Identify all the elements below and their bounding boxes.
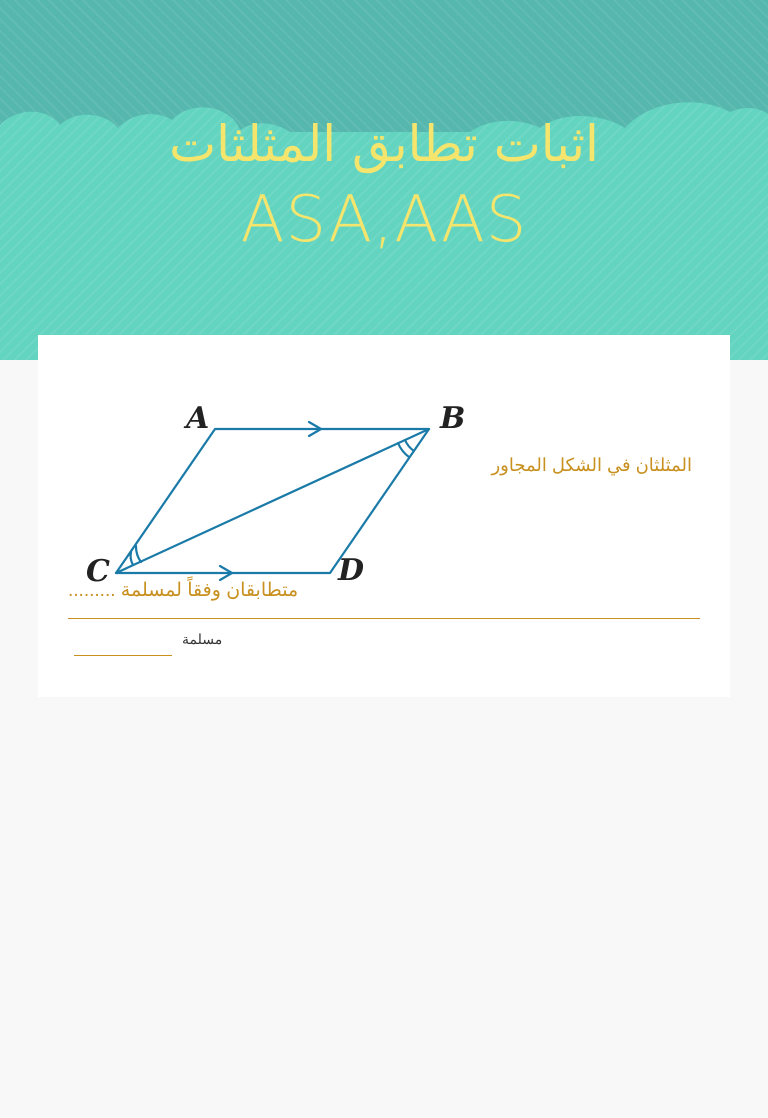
angle-mark-b1	[405, 440, 414, 451]
parallelogram-figure	[78, 365, 478, 589]
point-label-b: B	[440, 401, 466, 436]
point-label-c: C	[86, 554, 110, 589]
angle-mark-c2	[136, 546, 141, 562]
question-line-1: المثلثان في الشكل المجاور	[491, 455, 692, 475]
point-label-a: A	[186, 401, 210, 436]
point-label-d: D	[338, 553, 365, 588]
question-line-2: متطابقان وفقاً لمسلمة .........	[68, 580, 299, 601]
title-block	[0, 108, 768, 260]
answer-input[interactable]	[74, 637, 172, 656]
answer-label: مسلمة	[182, 631, 223, 647]
divider	[68, 618, 700, 619]
angle-mark-c1	[131, 552, 133, 565]
page-subtitle: ASA,AAS	[240, 183, 528, 257]
page-title: اثبات تطابق المثلثات	[169, 115, 599, 173]
diagonal-cb	[116, 429, 429, 573]
header-banner	[0, 0, 768, 360]
question-card	[38, 335, 730, 697]
